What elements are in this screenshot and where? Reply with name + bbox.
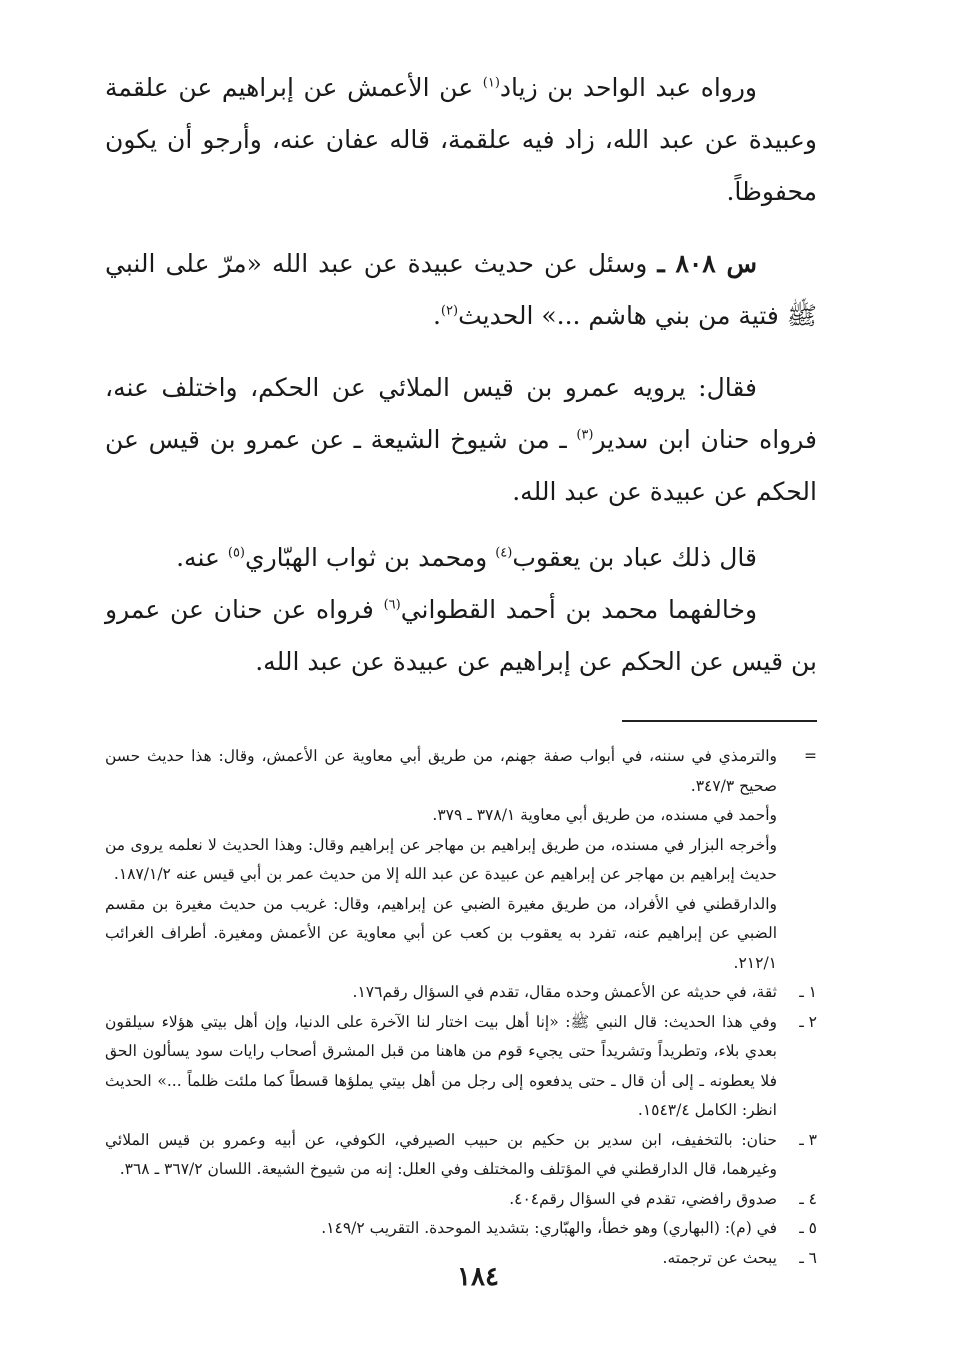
footnote-line: والدارقطني في الأفراد، من طريق مغيرة الضبي عن إبراهيم، وقال: غريب من حديث مغيرة بن مقسم الضبي عن إبراهيم عنه، تفرد به يعقوب بن كعب عن أبي معاوية عن الأعمش ومغيرة. أطراف الغرائب ٢١٢/١.: [105, 894, 777, 972]
footnote-text: صدوق رافضي، تقدم في السؤال رقم٤٠٤.: [509, 1189, 777, 1208]
footnote-text: يبحث عن ترجمته.: [662, 1248, 777, 1267]
continuation-marker: =: [804, 747, 817, 765]
page-body: [105, 62, 817, 1273]
paragraph-text: فرواه عن حنان عن عمرو بن قيس عن الحكم عن إبراهيم عن عبيدة عن عبد الله.: [105, 595, 817, 676]
footnote-line: والترمذي في سننه، في أبواب صفة جهنم، من طريق أبي معاوية عن الأعمش، وقال: هذا حديث حسن صحيح ٣٤٧/٣.: [105, 747, 777, 795]
footnote-number: ٢ ـ: [799, 1012, 817, 1031]
footnote-ref-3[interactable]: (٣): [576, 427, 594, 443]
paragraph-text: ـ من شيوخ الشيعة ـ عن عمرو بن قيس عن الحكم عن عبيدة عن عبد الله.: [105, 425, 817, 506]
paragraph-1: [105, 62, 817, 218]
footnote-ref-4[interactable]: (٤): [495, 545, 513, 561]
paragraph-text: وخالفهما محمد بن أحمد القطواني: [400, 595, 758, 624]
footnote-text: وفي هذا الحديث: قال النبي ﷺ: «إنا أهل بيت اختار لنا الآخرة على الدنيا، وإن أهل بيتي هؤلاء سيلقون بعدي بلاء، وتطريداً وتشريداً حتى يجيء قوم من هاهنا من قبل المشرق أصحاب رايات سود يسألون الحق فلا يعطونه ـ إلى أن قال ـ حتى يدفعوه إلى رجل من أهل بيتي يملؤها قسطاً كما ملئت ظلماً ...» الحديث انظر: الكامل ١٥٤٣/٤.: [105, 1012, 777, 1119]
paragraph-text: عن الأعمش عن إبراهيم عن علقمة وعبيدة عن عبد الله، زاد فيه علقمة، قاله عفان عنه، وأرجو أن يكون محفوظاً.: [105, 73, 817, 206]
paragraph-3: [105, 362, 817, 518]
paragraph-text: قال ذلك عباد بن يعقوب: [512, 543, 757, 572]
footnote-number: ٣ ـ: [799, 1130, 817, 1149]
continuation-text: [105, 742, 777, 978]
page-number: ١٨٤: [457, 1262, 499, 1292]
footnote-2: [105, 1008, 817, 1126]
footnote-4: [105, 1185, 817, 1215]
footnote-3: [105, 1126, 817, 1185]
question-paragraph: [105, 238, 817, 342]
footnote-ref-6[interactable]: (٦): [383, 597, 401, 613]
footnote-line: وأخرجه البزار في مسنده، من طريق إبراهيم بن مهاجر عن إبراهيم وقال: وهذا الحديث لا نعلمه يروى من حديث إبراهيم بن مهاجر عن إبراهيم عن عبيدة عن عبد الله إلا من حديث عمر بن أبي قيس عنه ١٨٧/١/٢.: [105, 835, 777, 883]
footnote-number: ٥ ـ: [799, 1219, 817, 1237]
footnote-5: [105, 1214, 817, 1244]
footnote-text: في (م): (البهاري) وهو خطأ، والهبّاري: بتشديد الموحدة. التقريب ١٤٩/٢.: [321, 1219, 777, 1237]
paragraph-text: عنه.: [176, 543, 228, 572]
question-number: س ٨٠٨ ـ: [657, 249, 757, 278]
paragraph-text: .: [432, 301, 441, 330]
paragraph-4: [105, 532, 817, 584]
footnote-number: ١ ـ: [799, 983, 817, 1001]
question-text: وسئل عن حديث عبيدة عن عبد الله «مرّ على النبي ﷺ فتية من بني هاشم ...» الحديث: [105, 249, 817, 330]
footnote-separator: [622, 720, 817, 722]
footnote-number: ٦ ـ: [799, 1248, 817, 1267]
footnote-line: وأحمد في مسنده، من طريق أبي معاوية ٣٧٨/١ ـ ٣٧٩.: [432, 806, 777, 824]
paragraph-text: ورواه عبد الواحد بن زياد: [499, 73, 757, 102]
footnote-ref-1[interactable]: (١): [482, 75, 500, 91]
footnote-ref-2[interactable]: (٢): [440, 303, 459, 319]
footnote-ref-5[interactable]: (٥): [227, 545, 245, 561]
footnote-continuation: [105, 742, 817, 978]
footnote-text: ثقة، في حديثه عن الأعمش وحده مقال، تقدم في السؤال رقم١٧٦.: [352, 983, 777, 1001]
footnotes: [105, 742, 817, 1273]
paragraph-5: [105, 584, 817, 688]
paragraph-text: فقال: يرويه عمرو بن قيس الملائي عن الحكم، واختلف عنه، فرواه حنان ابن سدير: [105, 373, 817, 454]
paragraph-text: ومحمد بن ثواب الهبّاري: [245, 543, 496, 572]
footnote-text: حنان: بالتخفيف، ابن سدير بن حكيم بن حبيب الصيرفي، الكوفي، عن أبيه وعمرو بن قيس الملائي وغيرهما، قال الدارقطني في المؤتلف والمختلف وفي العلل: إنه من شيوخ الشيعة. اللسان ٣٦٧/٢ ـ ٣٦٨.: [105, 1130, 777, 1178]
footnote-1: [105, 978, 817, 1008]
footnote-number: ٤ ـ: [799, 1189, 817, 1208]
